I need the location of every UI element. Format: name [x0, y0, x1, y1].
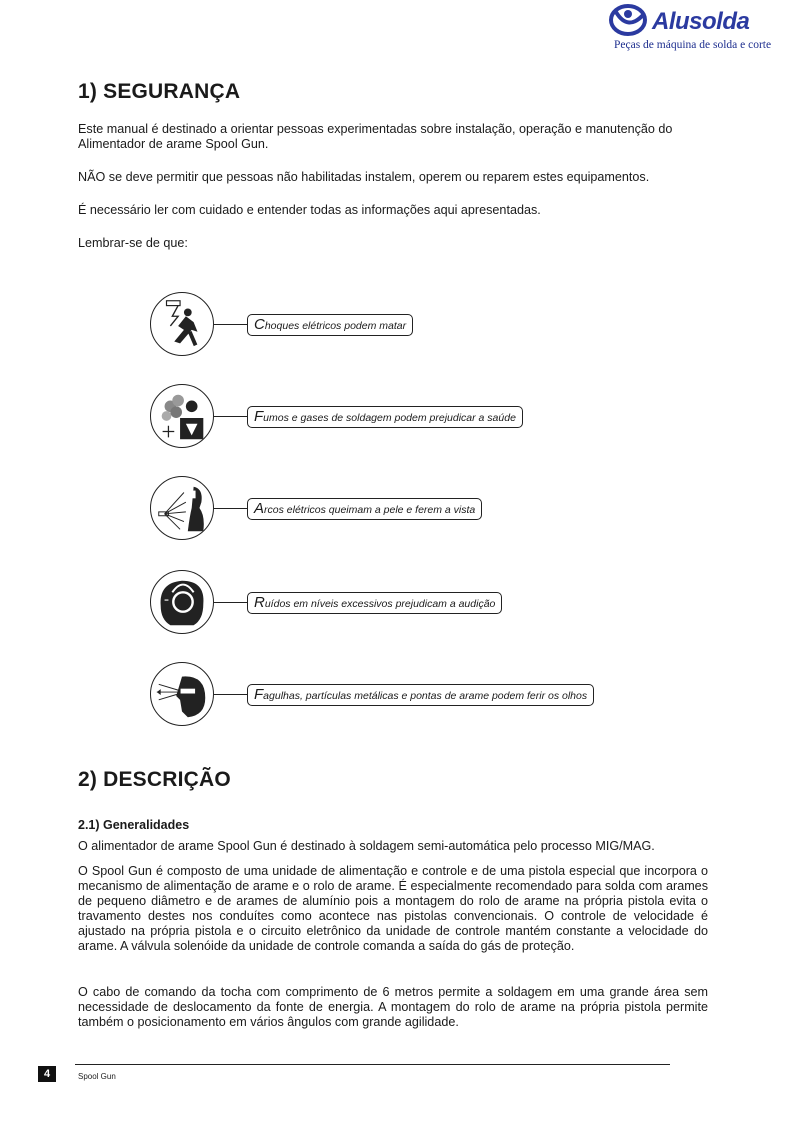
risk-connector — [214, 324, 248, 325]
arc-rays-icon — [150, 476, 214, 540]
risk-label: Choques elétricos podem matar — [247, 314, 413, 336]
warning-paragraph: NÃO se deve permitir que pessoas não habilitadas instalem, operem ou reparem estes equipamentos. — [78, 170, 650, 184]
section-title-seguranca: 1) SEGURANÇA — [78, 80, 241, 103]
risk-label: Fagulhas, partículas metálicas e pontas de arame podem ferir os olhos — [247, 684, 594, 706]
subsection-title-generalidades: 2.1) Generalidades — [78, 818, 190, 832]
risk-item — [150, 476, 620, 546]
section-title-descricao: 2) DESCRIÇÃO — [78, 768, 231, 791]
description-paragraph: O cabo de comando da tocha com comprimento de 6 metros permite a soldagem em uma grande área sem necessidade de deslocamento da fonte de energia. A montagem do rolo de arame na própria pistola permite também o posicionamento em vários ângulos com grande agilidade. — [78, 985, 708, 1029]
risk-connector — [214, 416, 248, 417]
risk-label: Arcos elétricos queimam a pele e ferem a vista — [247, 498, 482, 520]
flying-particles-icon — [150, 662, 214, 726]
remember-paragraph: Lembrar-se de que: — [78, 236, 188, 250]
risk-connector — [214, 508, 248, 509]
fumes-icon — [150, 384, 214, 448]
risk-item — [150, 292, 620, 362]
risk-label: Fumos e gases de soldagem podem prejudicar a saúde — [247, 406, 523, 428]
footer-label: Spool Gun — [78, 1072, 116, 1081]
risk-label: Ruídos em níveis excessivos prejudicam a audição — [247, 592, 502, 614]
noise-icon — [150, 570, 214, 634]
electric-shock-icon — [150, 292, 214, 356]
read-carefully-paragraph: É necessário ler com cuidado e entender todas as informações aqui apresentadas. — [78, 203, 541, 217]
risk-item — [150, 570, 620, 640]
risk-item — [150, 662, 620, 732]
intro-paragraph: Este manual é destinado a orientar pessoas experimentadas sobre instalação, operação e manutenção do Alimentador de arame Spool Gun. — [78, 122, 673, 151]
risk-connector — [214, 694, 248, 695]
brand-tagline: Peças de máquina de solda e corte — [614, 39, 772, 51]
risk-connector — [214, 602, 248, 603]
brand-swirl-icon — [608, 2, 656, 38]
description-paragraph: O alimentador de arame Spool Gun é destinado à soldagem semi-automática pelo processo MIG/MAG. — [78, 839, 655, 853]
brand-name: Alusolda — [652, 8, 750, 35]
risk-item — [150, 384, 620, 454]
brand-logo — [608, 2, 772, 54]
description-paragraph: O Spool Gun é composto de uma unidade de alimentação e controle e de uma pistola especial que incorpora o mecanismo de alimentação de arame e o rolo de arame. É especialmente recomendado para solda com arames de pequeno diâmetro e de arames de alumínio pois a montagem do rolo de arame na própria pistola evita o travamento destes nos conduítes como acontece nas pistolas convencionais. O controle de velocidade é ajustado na própria pistola e o circuito eletrônico da unidade de controle mantém constante a velocidade do arame. A válvula solenóide da unidade de controle comanda a saída do gás de proteção. — [78, 864, 708, 953]
page-number: 4 — [38, 1066, 56, 1082]
footer-divider — [75, 1064, 670, 1065]
